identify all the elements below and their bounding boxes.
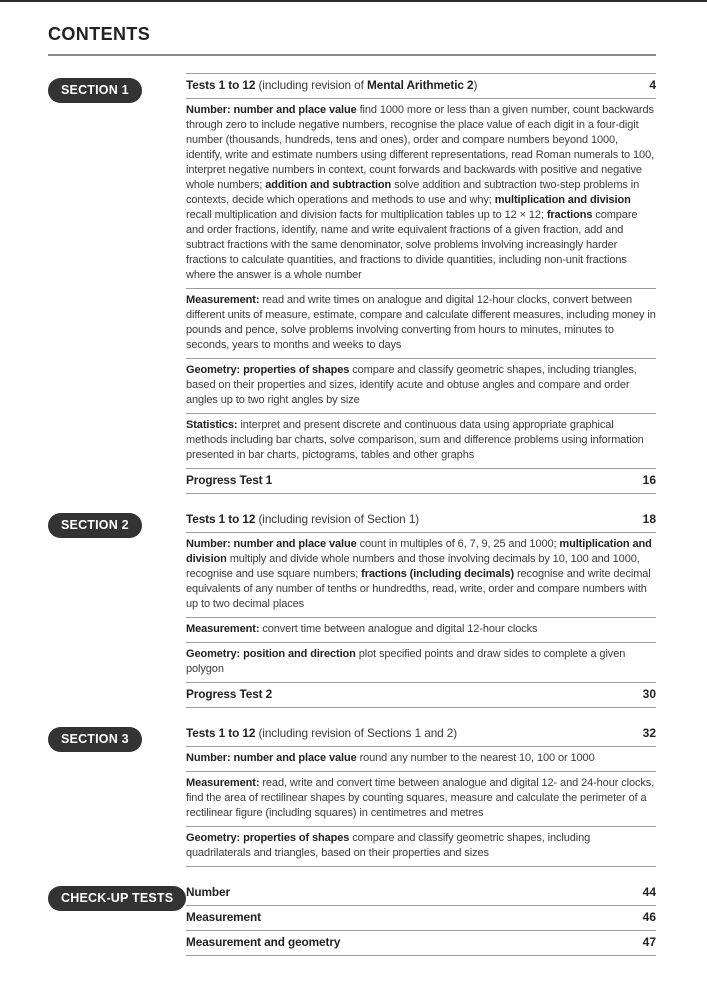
entry-text-bold: Progress Test 2 (186, 687, 273, 701)
entry-text-bold: fractions (546, 209, 593, 221)
entry-text-plain: count in multiples of 6, 7, 9, 25 and 1000; (356, 538, 560, 550)
section-badge-column (48, 73, 186, 494)
section-badge-column (48, 722, 186, 867)
entry-text-plain: read, write and convert time between analogue and digital 12- and 24-hour clocks, find the area of rectilinear shapes by counting squares, measure and calculate the perimeter of a rectilinear figure (including squares) in centimetres and metres (186, 777, 655, 819)
entry-text-plain: round any number to the nearest 10, 100 or 1000 (356, 752, 595, 764)
toc-description-row (186, 99, 656, 289)
toc-description-row (186, 618, 656, 643)
entry-text-bold: Measurement: (186, 294, 260, 306)
entry-text-plain: solve addition and subtraction two-step problems in contexts, decide which operations and methods to use and why; (186, 179, 640, 206)
toc-description-row (186, 643, 656, 683)
section (48, 722, 656, 867)
entry-text (186, 751, 656, 766)
section-badge-column (48, 881, 186, 956)
entry-text-bold: Number: number and place value (186, 752, 357, 764)
entry-text-plain: interpret and present discrete and continuous data using appropriate graphical methods including bar charts, solve comparison, sum and difference problems using information presented in bar charts, pictograms, tables and other graphs (186, 419, 644, 461)
entry-text (186, 622, 656, 637)
entry-text-bold: Number: number and place value (186, 538, 357, 550)
entry-text-bold: Progress Test 1 (186, 473, 273, 487)
section-badge: SECTION 3 (48, 727, 142, 752)
entry-text-bold: Statistics: (186, 419, 238, 431)
contents-list (48, 73, 656, 956)
entry-text-bold: Geometry: properties of shapes (186, 832, 350, 844)
entry-text-bold: multiplication and division (186, 538, 652, 565)
entry-text (186, 418, 656, 463)
toc-entry-row (186, 722, 656, 747)
section-rows (186, 73, 656, 494)
entry-text-bold: Measurement and geometry (186, 935, 341, 949)
page-number: 30 (642, 687, 656, 701)
entry-text-plain: compare and order fractions, identify, name and write equivalent fractions of a given fraction, add and subtract fractions with the same denominator, solve problems involving increasingly harder fractions to calculate quantities, and fractions to divide quantities, including non-unit fractions where the answer is a whole number (186, 209, 638, 281)
entry-text-bold: Geometry: properties of shapes (186, 364, 350, 376)
entry-text-bold: addition and subtraction (265, 179, 392, 191)
entry-text-plain: ) (473, 78, 478, 92)
entry-text-plain: (including revision of (255, 78, 367, 92)
entry-text-plain: read and write times on analogue and digital 12-hour clocks, convert between different units of measure, estimate, compare and calculate different measures, including money in pounds and pence, solve problems involving converting from hours to minutes, minutes to seconds, years to months and weeks to days (186, 294, 656, 351)
toc-entry-row (186, 683, 656, 708)
toc-entry-row (186, 906, 656, 931)
section-badge: SECTION 2 (48, 513, 142, 538)
entry-text-plain: (including revision of Sections 1 and 2) (255, 726, 458, 740)
page-number: 16 (642, 473, 656, 487)
toc-description-row (186, 747, 656, 772)
entry-text (186, 537, 656, 612)
entry-text (186, 687, 629, 702)
entry-text-plain: find 1000 more or less than a given number, count backwards through zero to include negative numbers, recognise the place value of each digit in a four-digit number (thousands, hundreds, tens and ones), order and compare numbers beyond 1000, identify, write and estimate numbers using different representations, read Roman numerals to 100, interpret negative numbers in context, count forwards and backwards with positive and negative whole numbers; (186, 104, 655, 191)
entry-text-plain: compare and classify geometric shapes, including quadrilaterals and triangles, based on their properties and sizes (186, 832, 591, 859)
entry-text-bold: Measurement: (186, 623, 260, 635)
section-badge-column (48, 508, 186, 708)
entry-text (186, 885, 629, 900)
toc-description-row (186, 359, 656, 414)
page-title: CONTENTS (48, 24, 151, 44)
entry-text (186, 363, 656, 408)
entry-text (186, 512, 629, 527)
entry-text-bold: Geometry: position and direction (186, 648, 356, 660)
page-number: 4 (649, 78, 656, 92)
entry-text-plain: recall multiplication and division facts for multiplication tables up to 12 × 12; (186, 209, 547, 221)
page-number: 32 (642, 726, 656, 740)
page-number: 47 (642, 935, 656, 949)
section-badge: CHECK-UP TESTS (48, 886, 186, 911)
entry-text (186, 78, 635, 93)
toc-entry-row (186, 469, 656, 494)
page-number: 44 (642, 885, 656, 899)
page-top-edge (0, 0, 707, 2)
entry-text-bold: multiplication and division (494, 194, 631, 206)
entry-text (186, 726, 629, 741)
entry-text (186, 776, 656, 821)
toc-entry-row (186, 74, 656, 99)
entry-text-bold: Measurement (186, 910, 261, 924)
toc-description-row (186, 414, 656, 469)
section-rows (186, 722, 656, 867)
entry-text-plain: compare and classify geometric shapes, including triangles, based on their properties and sizes, identify acute and obtuse angles and compare and order angles up to two right angles by size (186, 364, 637, 406)
entry-text (186, 647, 656, 677)
toc-entry-row (186, 931, 656, 956)
section (48, 508, 656, 708)
toc-description-row (186, 289, 656, 359)
entry-text-bold: fractions (including decimals) (361, 568, 515, 580)
toc-entry-row (186, 881, 656, 906)
entry-text-bold: Number: number and place value (186, 104, 357, 116)
toc-description-row (186, 772, 656, 827)
entry-text-bold: Mental Arithmetic 2 (367, 78, 474, 92)
entry-text-bold: Measurement: (186, 777, 260, 789)
section (48, 73, 656, 494)
section-rows (186, 881, 656, 956)
page-number: 46 (642, 910, 656, 924)
entry-text (186, 935, 629, 950)
entry-text-bold: Tests 1 to 12 (186, 512, 256, 526)
entry-text-plain: plot specified points and draw sides to complete a given polygon (186, 648, 626, 675)
header-rule (48, 54, 656, 56)
section-badge: SECTION 1 (48, 78, 142, 103)
entry-text-plain: (including revision of Section 1) (255, 512, 420, 526)
entry-text-plain: multiply and divide whole numbers and those involving decimals by 10, 100 and 1000, recognise and use square numbers; (186, 553, 640, 580)
entry-text (186, 293, 656, 353)
section (48, 881, 656, 956)
toc-description-row (186, 827, 656, 867)
entry-text-bold: Number (186, 885, 230, 899)
section-rows (186, 508, 656, 708)
entry-text (186, 831, 656, 861)
entry-text-bold: Tests 1 to 12 (186, 726, 256, 740)
page-number: 18 (642, 512, 656, 526)
toc-entry-row (186, 508, 656, 533)
entry-text-plain: recognise and write decimal equivalents of any number of tenths or hundredths, read, write, order and compare numbers with up to two decimal places (186, 568, 651, 610)
entry-text (186, 473, 629, 488)
entry-text (186, 103, 656, 283)
entry-text-bold: Tests 1 to 12 (186, 78, 256, 92)
entry-text-plain: convert time between analogue and digital 12-hour clocks (259, 623, 538, 635)
toc-description-row (186, 533, 656, 618)
entry-text (186, 910, 629, 925)
